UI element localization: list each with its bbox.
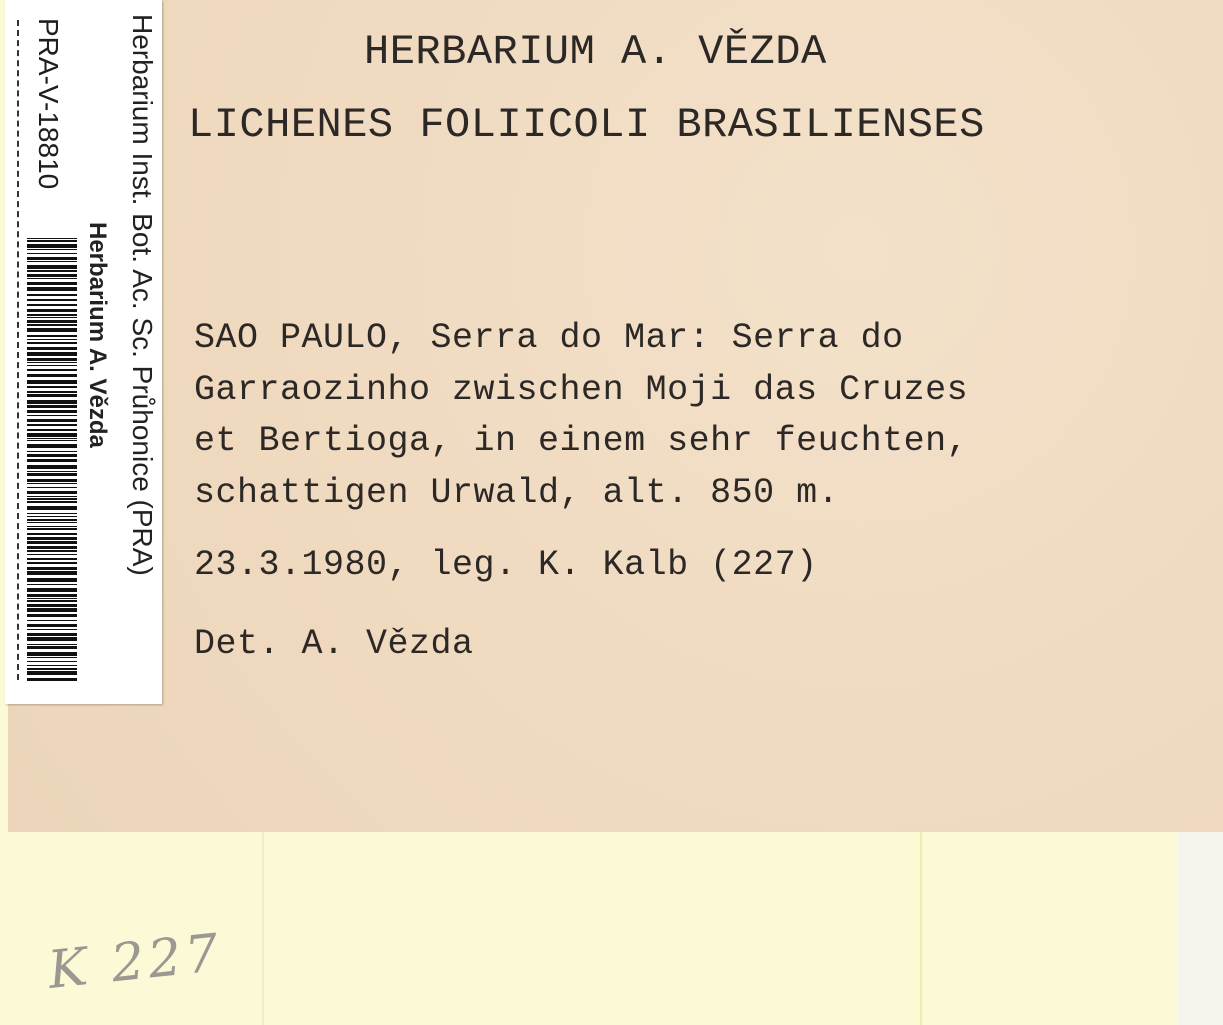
locality-line: schattigen Urwald, alt. 850 m. (194, 473, 840, 513)
determiner: Det. A. Vězda (194, 624, 474, 664)
barcode-icon (27, 238, 77, 684)
label-header-herbarium: HERBARIUM A. VĚZDA (364, 28, 827, 76)
label-header-series: LICHENES FOLIICOLI BRASILIENSES (188, 101, 985, 149)
catalog-number: PRA-V-18810 (33, 18, 64, 190)
locality-line: SAO PAULO, Serra do Mar: Serra do (194, 318, 904, 358)
cut-line (17, 20, 19, 680)
paper-fold-line (262, 832, 264, 1025)
locality-line: Garraozinho zwischen Moji das Cruzes (194, 370, 969, 410)
pencil-annotation: K 227 (45, 923, 226, 1001)
herbarium-name: Herbarium A. Vězda (84, 222, 111, 448)
paper-fold-line (920, 832, 922, 1025)
specimen-label (8, 0, 1223, 832)
institution-name: Herbarium Inst. Bot. Ac. Sc. Průhonice (PRA) (127, 14, 158, 576)
locality-line: et Bertioga, in einem sehr feuchten, (194, 421, 969, 461)
collection-date-collector: 23.3.1980, leg. K. Kalb (227) (194, 545, 818, 585)
barcode-label (5, 0, 162, 704)
sheet-edge (1178, 830, 1223, 1025)
